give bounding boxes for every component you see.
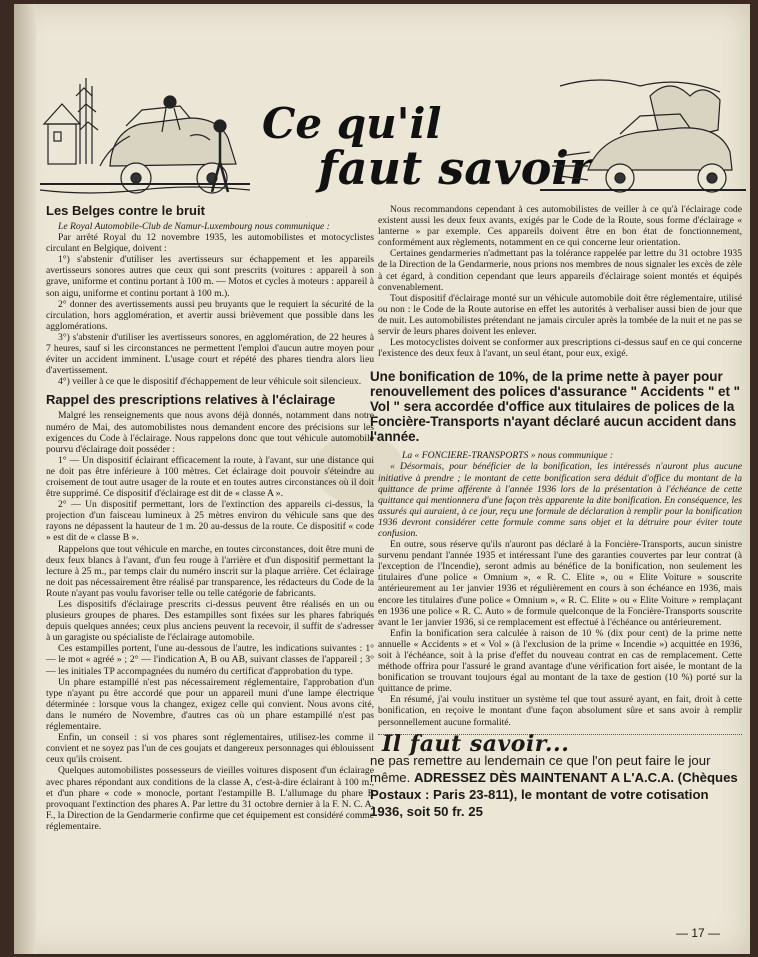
banner-title-line1: Ce qu'il (262, 99, 442, 148)
paragraph: « Désormais, pour bénéficier de la bonification, les intéressés n'auront plus aucune initiative à prendre ; le montant de cette bonification sera déduit d'office du montant de la quittance de prime afférente à l'année 1936 lors de la présentation à l'échéance de cette quittance qui mentionnera d'une façon très apparente la dite bonification. En conséquence, les assurés qui auraient, à ce jour, reçu une formule de déclaration à remplir pour la bonification 1936 devront considérer cette formule comme sans objet et la détruire pour éviter toute confusion. (378, 461, 742, 539)
section-body-bruit (46, 232, 374, 387)
section-title-bruit: Les Belges contre le bruit (46, 203, 205, 218)
paragraph: En outre, sous réserve qu'ils n'auront pas déclaré à la Foncière-Transports, aucun sinistre survenu pendant l'année 1935 et intéressant l'une des garanties couvertes par leur contrat (à l'exception de l'Incendie), seront admis au bénéfice de la bonification, non seulement les titulaires d'une police « Omnium », « R. C. Elite », ou « Elite Voiture » souscrite antérieurement au 1er janvier 1936 et régulièrement en cours à son échéance en 1936, mais encore les titulaires d'une police « Omnium », « R. C. Elite » ou « Elite Voiture » remplaçant en 1936 une police « R. C. Auto » de formule quelconque de la Foncière-Transports souscrite avant le 1er janvier 1936, si ce remplacement est effectué à l'échéance ou antérieurement. (378, 539, 742, 628)
paragraph: Par arrêté Royal du 12 novembre 1935, les automobilistes et motocyclistes circulant en Belgique, doivent : (46, 232, 374, 255)
paragraph: Enfin, un conseil : si vos phares sont réglementaires, utilisez-les comme il convient et ne soyez pas l'un de ces goujats et dangereux personnages qui éblouissent ceux qu'ils croisent. (46, 732, 374, 766)
paragraph: Les motocyclistes doivent se conformer aux prescriptions ci-dessus sauf en ce qui concerne l'existence des deux feux à l'avant, un seul étant, pour eux, exigé. (378, 337, 742, 360)
section-intro-bonification: La « FONCIERE-TRANSPORTS » nous communique : (402, 450, 614, 462)
header-banner (40, 66, 746, 206)
banner-title-line2: faut savoir (318, 141, 594, 195)
section-intro-bruit: Le Royal Automobile-Club de Namur-Luxembourg nous communique : (58, 221, 330, 232)
banner-illustration (40, 66, 746, 206)
section-body-eclairage-cont (378, 204, 742, 359)
binding-spine (14, 4, 36, 954)
section-body-eclairage (46, 410, 374, 832)
right-column (370, 204, 742, 820)
paragraph: 3°) s'abstenir d'utiliser les avertisseurs sonores, en agglomération, de 22 heures à 7 heures, sauf si les circonstances ne permettent l'emploi d'aucun autre moyen pour éviter un accident imminent. L'usage court et répété des phares tiendra alors lieu d'avertissement. (46, 331, 374, 377)
paragraph: Enfin la bonification sera calculée à raison de 10 % (dix pour cent) de la prime nette annuelle « Accidents » et « Vol » (à l'exclusion de la prime « Incendie ») acquittée en 1936, soit à l'échéance, soit à la prise d'effet du nouveau contrat en cas de remplacement. Cette méthode offrira pour l'assuré le grand avantage d'une vérification fort aisée, le montant de la bonification se trouvant toujours égal au montant de la taxe de gestion (10 %) porté sur la quittance de prime. (378, 627, 742, 695)
paragraph: Un phare estampillé n'est pas nécessairement réglementaire, l'approbation d'un type n'ayant pu être accordé que pour un appareil muni d'une lampe électrique déterminée : lorsque vous la changez, exigez celle qui convient. Nous avons cité, dans le numéro de Novembre, d'autres cas où un phare estampillé n'est pas réglementaire. (46, 676, 374, 733)
paragraph: Certaines gendarmeries n'admettant pas la tolérance rappelée par lettre du 31 octobre 1935 de la Direction de la Gendarmerie, nous prions nos membres de nous signaler les excès de zèle à cet égard, à condition cependant que leurs appareils d'éclairage soient montés et équipés convenablement. (378, 248, 742, 293)
section-title-eclairage: Rappel des prescriptions relatives à l'éclairage (46, 392, 336, 408)
faut-savoir-text: ne pas remettre au lendemain ce que l'on peut faire le jour même. (370, 752, 711, 785)
paragraph: Ces estampilles portent, l'une au-dessous de l'autre, les indications suivantes : 1° — le mot « agréé » ; 2° — l'indication A, B ou AB, suivant classes de l'appareil ; 3° — les initiales TP accompagnées du numéro du certificat d'approbation du type. (46, 643, 374, 677)
paragraph: Nous recommandons cependant à ces automobilistes de veiller à ce qu'à l'éclairage code existent aussi les deux feux avants, exigés par le Code de la Route, sous forme d'éclairage « lanterne » par exemple. Ces appareils doivent être en bon état de fonctionnement, conformément aux règlements, notamment en ce qui concerne leur orientation. (378, 204, 742, 249)
paragraph: En résumé, j'ai voulu instituer un système tel que tout assuré ayant, en fait, droit à cette bonification, en reçoive le montant d'une façon absolument sûre et sans avoir à remplir personnellement aucune formalité. (378, 694, 742, 728)
left-column (46, 204, 374, 832)
faut-savoir-emphasis: ADRESSEZ DÈS MAINTENANT A L'A.C.A. (Chèques Postaux : Paris 23-811), le montant de votre cotisation 1936, soit 50 fr. 25 (370, 769, 738, 819)
section-body-faut-savoir (370, 752, 742, 820)
paragraph: Quelques automobilistes possesseurs de vieilles voitures disposent d'un éclairage avec phares répondant aux conditions de la classe A, c'est-à-dire éclairant à 100 m., et d'un phare « code » monocle, portant l'estampille B. L'allumage du phare B provoquant l'extinction des phares A. Par lettre du 31 octobre dernier à la F. N. C. A. F., la Direction de la Gendarmerie confirme que cet équipement est considéré comme réglementaire. (46, 765, 374, 832)
paragraph: Tout dispositif d'éclairage monté sur un véhicule automobile doit être réglementaire, utilisé ou non : le Code de la Route autorise en effet les autorités à verbaliser aussi bien de jour que de nuit. Les automobilistes prétendant ne jamais circuler après la tombée de la nuit et ne pas se servir de leurs phares doivent les enlever. (378, 292, 742, 338)
paragraph: 4°) veiller à ce que le dispositif d'échappement de leur véhicule soit silencieux. (58, 376, 362, 388)
section-title-faut-savoir: Il faut savoir... (382, 730, 570, 757)
section-title-bonification: Une bonification de 10%, de la prime nette à payer pour renouvellement des polices d'assurance " Accidents " et " Vol " sera accordée d'office aux titulaires de polices de la Foncière-Transports n'ayant déclaré aucun accident dans l'année. (370, 369, 741, 445)
paragraph: 1° — Un dispositif éclairant efficacement la route, à l'avant, sur une distance qui ne doit pas être inférieure à 100 mètres. Cet éclairage doit pouvoir s'éteindre au croisement de tout autre usager de la route et en toutes autres circonstances où il doit être supprimé. Ce dispositif d'éclairage est dit de « classe A ». (46, 454, 374, 500)
paragraph: 1°) s'abstenir d'utiliser les avertisseurs sur échappement et les appareils avertisseurs sonores autres que ceux qui sont prescrits (voitures : appareil à son grave, uniforme et continu portant à 100 m. — Motos et cycles à moteurs : appareil à son aigu, uniforme et continu portant à 100 m.). (46, 254, 374, 299)
magazine-page (14, 4, 750, 954)
paragraph: Rappelons que tout véhicule en marche, en toutes circonstances, doit être muni de deux feux blancs à l'avant, d'un feu rouge à l'arrière et d'un dispositif permettant la lecture à 25 m., par temps clair du numéro inscrit sur la plaque arrière. Cet éclairage ne doit pas nécessairement être réalisé par transparence, les rédacteurs du Code de la Route n'ayant pas voulu favoriser telle ou telle catégorie de fabricants. (46, 543, 374, 599)
paragraph: 2° — Un dispositif permettant, lors de l'extinction des appareils ci-dessus, la projection d'un faisceau lumineux à 25 mètres environ du véhicule sans que des rayons ne dépassent la hauteur de 1 m. 20 au-dessus de la route. Ce dispositif « code » est dit de « classe B ». (46, 499, 374, 544)
paragraph: Les dispositifs d'éclairage prescrits ci-dessus peuvent être réalisés en un ou plusieurs groupes de phares. Des estampilles sont fixées sur les phares fabriqués depuis quelques années; ceux plus anciens peuvent la recevoir, il suffit de s'adresser à un garagiste ou spécialiste de l'éclairage automobile. (46, 599, 374, 644)
page-number: — 17 — (675, 926, 720, 940)
paragraph: 2° donner des avertissements aussi peu bruyants que le requiert la sécurité de la circulation, hors agglomération, et avertir aussi brièvement que possible dans les agglomérations. (46, 298, 374, 332)
section-body-bonification (378, 461, 742, 727)
paragraph: Malgré les renseignements que nous avons déjà donnés, notamment dans notre numéro de Mai, des automobilistes nous demandent encore des précisions sur les exigences du Code à l'éclairage. Nous rappelons donc que tout véhicule automobile pourvu d'éclairage doit posséder : (46, 410, 374, 455)
